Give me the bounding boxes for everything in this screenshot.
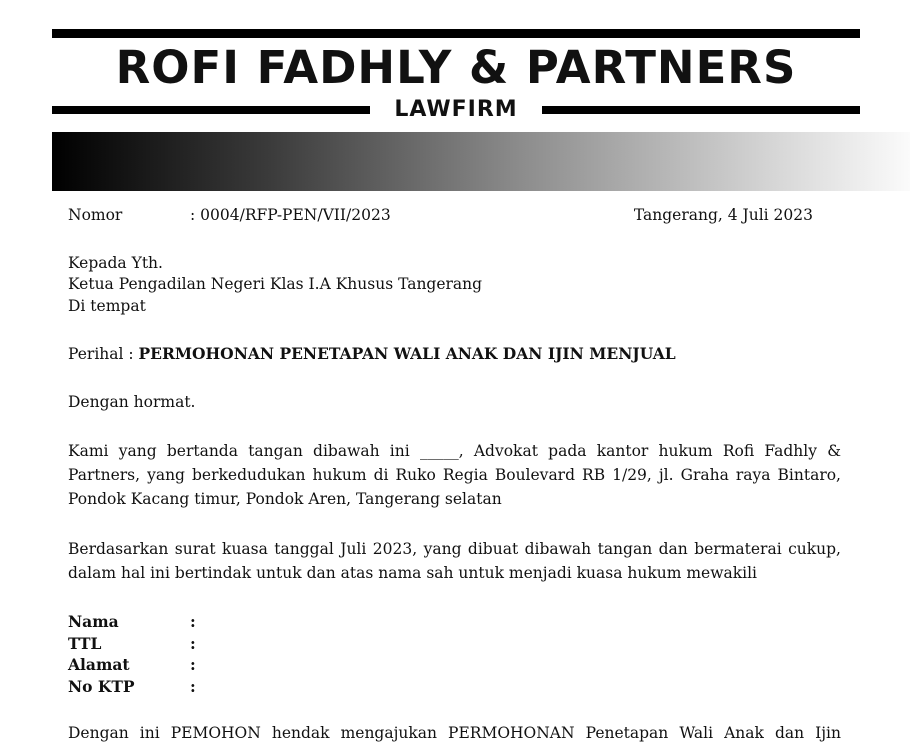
field-label: Alamat <box>68 655 130 674</box>
client-fields <box>68 611 841 697</box>
header-rule-right <box>542 106 860 114</box>
header-rule-top <box>52 29 860 38</box>
field-value: : <box>190 676 196 696</box>
recipient-line: Ketua Pengadilan Negeri Klas I.A Khusus Tangerang <box>68 275 483 293</box>
nomor-row <box>68 205 841 227</box>
field-value: : <box>190 612 196 631</box>
field-nama <box>68 611 841 633</box>
paragraph-2: Berdasarkan surat kuasa tanggal Juli 2023, yang dibuat dibawah tangan dan bermaterai cukup, dalam hal ini bertindak untuk dan atas nama sah untuk menjadi kuasa hukum mewakili <box>68 540 841 582</box>
nomor-value: : 0004/RFP-PEN/VII/2023 <box>190 206 391 224</box>
field-no-ktp <box>68 676 841 698</box>
field-value: : <box>190 633 196 653</box>
place-date: Tangerang, 4 Juli 2023 <box>633 206 813 224</box>
kepada-line: Kepada Yth. <box>68 253 163 272</box>
perihal-value: PERMOHONAN PENETAPAN WALI ANAK DAN IJIN MENJUAL <box>138 344 676 363</box>
nomor-label: Nomor <box>68 206 123 224</box>
firm-subtitle: LAWFIRM <box>394 97 518 122</box>
salutation: Dengan hormat. <box>68 392 196 411</box>
paragraph-1: Kami yang bertanda tangan dibawah ini _____, Advokat pada kantor hukum Rofi Fadhly & Partners, yang berkedudukan hukum di Ruko Regia Boulevard RB 1/29, jl. Graha raya Bintaro, Pondok Kacang timur, Pondok Aren, Tangerang selatan <box>68 442 841 508</box>
header-rule-left <box>52 106 370 114</box>
letter-body <box>68 205 841 745</box>
perihal-line <box>68 343 841 366</box>
header-gradient-band <box>52 132 910 191</box>
field-ttl <box>68 633 841 655</box>
field-label: Nama <box>68 612 119 631</box>
firm-name: ROFI FADHLY & PARTNERS <box>115 41 797 94</box>
field-label: TTL <box>68 633 102 653</box>
perihal-label: Perihal : <box>68 345 139 363</box>
subtitle-row <box>52 97 860 123</box>
field-label: No KTP <box>68 676 135 696</box>
paragraph-3: Dengan ini PEMOHON hendak mengajukan PERMOHONAN Penetapan Wali Anak dan Ijin <box>68 724 841 742</box>
di-tempat-line: Di tempat <box>68 296 146 315</box>
field-value: : <box>190 655 196 674</box>
field-alamat <box>68 654 841 676</box>
